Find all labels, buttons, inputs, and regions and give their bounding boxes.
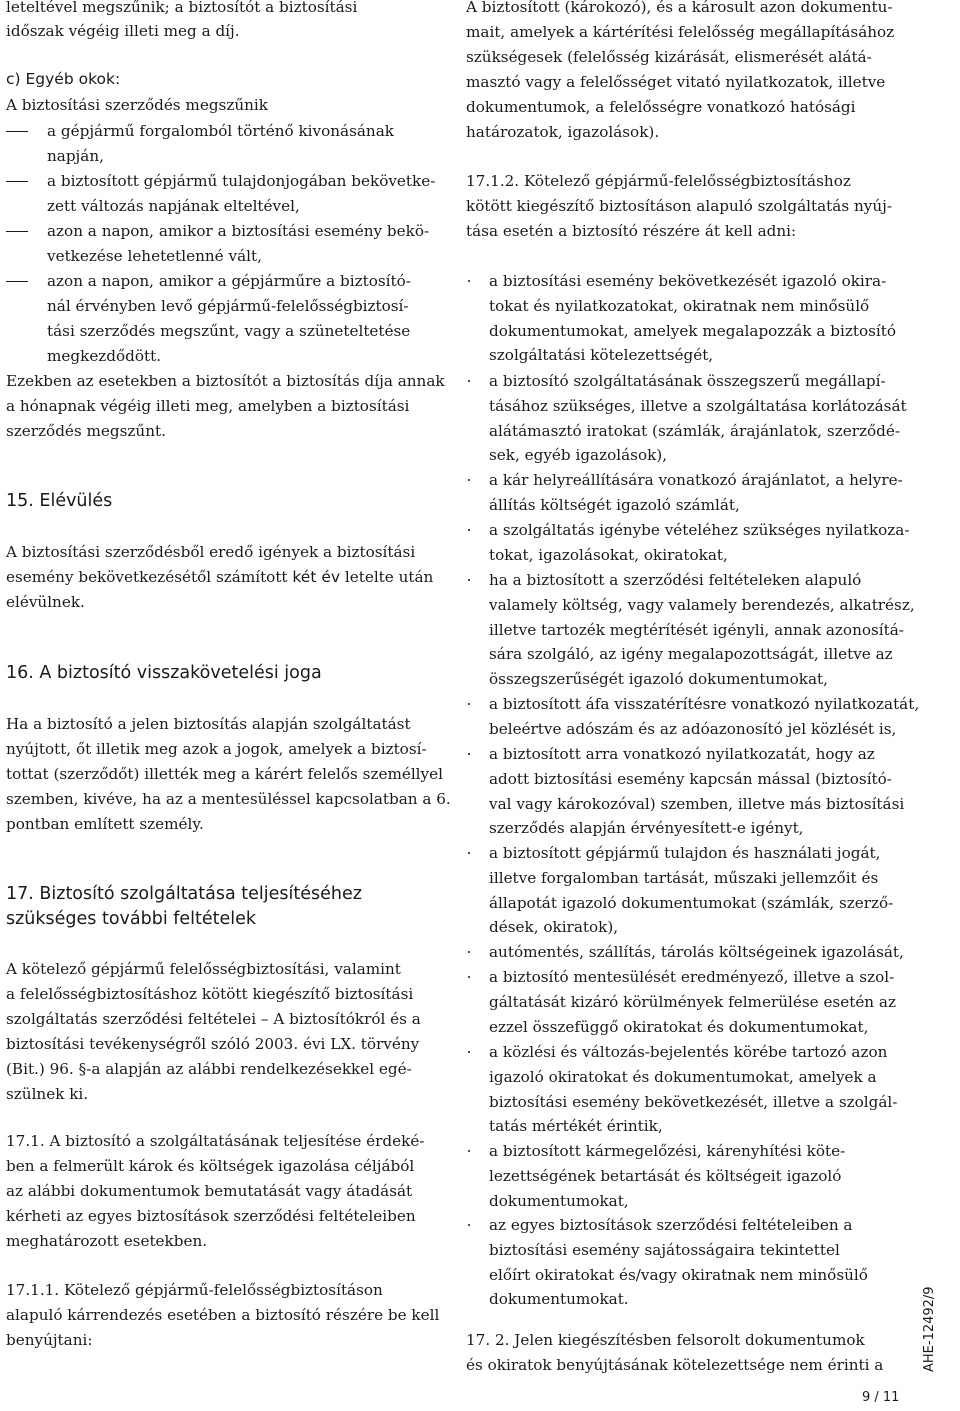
document-code: AHE-12492/9	[922, 1286, 937, 1372]
dash-marker	[6, 281, 28, 282]
bullet-dot	[468, 1224, 470, 1226]
bullet-item-cont: összegszerűségét igazoló dokumentumokat,	[489, 670, 828, 689]
bullet-item: ha a biztosított a szerződési feltételeken alapuló	[466, 570, 861, 590]
paragraph-line: kötött kiegészítő biztosításon alapuló szolgáltatás nyúj-	[466, 197, 892, 215]
bullet-item-cont: tásához szükséges, illetve a szolgáltatása korlátozását	[489, 396, 907, 415]
paragraph-line: szemben, kivéve, ha az a mentesüléssel kapcsolatban a 6.	[6, 790, 451, 808]
bullet-item-cont: dokumentumokat, amelyek megalapozzák a biztosító	[489, 321, 897, 340]
section-15-title: 15. Elévülés	[6, 491, 113, 511]
bullet-dot	[468, 753, 470, 755]
bullet-item: a biztosított gépjármű tulajdon és használati jogát,	[466, 843, 880, 863]
paragraph-line: dokumentumok, a felelősségre vonatkozó hatósági	[466, 98, 856, 116]
section-16-title: 16. A biztosító visszakövetelési joga	[6, 663, 322, 683]
bullet-item-cont: tatás mértékét érintik,	[489, 1117, 663, 1136]
page-number: 9 / 11	[862, 1390, 900, 1405]
bullet-item-cont: dokumentumokat,	[489, 1191, 629, 1210]
bullet-item-cont: dokumentumokat.	[489, 1290, 629, 1309]
paragraph-line: az alábbi dokumentumok bemutatását vagy átadását	[6, 1182, 413, 1200]
bullet-item-cont: lezettségének betartását és költségeit igazoló	[489, 1166, 842, 1185]
bullet-item-cont: illetve forgalomban tartását, műszaki jellemzőit és	[489, 868, 879, 887]
bullet-dot	[468, 280, 470, 282]
paragraph-line: 17. 2. Jelen kiegészítésben felsorolt dokumentumok	[466, 1331, 865, 1349]
bullet-item-cont: tokat, igazolásokat, okiratokat,	[489, 545, 728, 564]
paragraph-line: Ha a biztosító a jelen biztosítás alapján szolgáltatást	[6, 715, 411, 733]
bullet-item: a kár helyreállítására vonatkozó árajánlatot, a helyre-	[466, 470, 903, 490]
dash-item: azon a napon, amikor a gépjárműre a biztosító-	[6, 271, 411, 291]
paragraph-line: 17.1. A biztosító a szolgáltatásának teljesítése érdeké-	[6, 1132, 425, 1150]
bullet-item: a biztosított kármegelőzési, kárenyhítési köte-	[466, 1141, 845, 1161]
bullet-item-cont: alátámasztó iratokat (számlák, árajánlatok, szerződé-	[489, 421, 900, 440]
bullet-item-cont: adott biztosítási esemény kapcsán mással (biztosító-	[489, 769, 892, 788]
paragraph-line: kérheti az egyes biztosítások szerződési feltételeiben	[6, 1207, 416, 1225]
paragraph-line: 17.1.2. Kötelező gépjármű-felelősségbiztosításhoz	[466, 172, 851, 190]
bullet-dot	[468, 479, 470, 481]
paragraph-line: tása esetén a biztosító részére át kell adni:	[466, 222, 797, 240]
paragraph-line: és okiratok benyújtásának kötelezettsége nem érinti a	[466, 1356, 884, 1374]
paragraph-line: a hónapnak végéig illeti meg, amelyben a biztosítási	[6, 397, 410, 415]
paragraph-line: (Bit.) 96. §-a alapján az alábbi rendelkezésekkel egé-	[6, 1060, 412, 1078]
paragraph-line: 17.1.1. Kötelező gépjármű-felelősségbiztosításon	[6, 1281, 383, 1299]
highlight-duration: két év	[292, 568, 341, 586]
bullet-item-cont: illetve tartozék megtérítését igényli, annak azonosítá-	[489, 620, 904, 639]
bullet-dot	[468, 1150, 470, 1152]
bullet-dot	[468, 380, 470, 382]
paragraph-line: meghatározott esetekben.	[6, 1232, 208, 1250]
bullet-dot	[468, 529, 470, 531]
bullet-item-cont: szolgáltatási kötelezettségét,	[489, 346, 714, 365]
bullet-dot	[468, 852, 470, 854]
dash-item-cont: zett változás napjának elteltével,	[47, 197, 300, 215]
bullet-item: a szolgáltatás igénybe vételéhez szükséges nyilatkoza-	[466, 520, 909, 540]
paragraph-line: határozatok, igazolások).	[466, 123, 660, 141]
bullet-item-cont: szerződés alapján érvényesített-e igényt,	[489, 819, 804, 838]
paragraph-line: Ezekben az esetekben a biztosítót a biztosítás díja annak	[6, 372, 445, 390]
bullet-item: az egyes biztosítások szerződési feltételeiben a	[466, 1215, 853, 1235]
paragraph-line: pontban említett személy.	[6, 815, 204, 833]
dash-item: a gépjármű forgalomból történő kivonásának	[6, 121, 394, 141]
bullet-item-cont: val vagy károkozóval) szemben, illetve más biztosítási	[489, 794, 905, 813]
dash-item-cont: tási szerződés megszűnt, vagy a szüneteltetése	[47, 322, 411, 340]
section-17-title: szükséges további feltételek	[6, 909, 257, 929]
paragraph-line: szolgáltatás szerződési feltételei – A biztosítókról és a	[6, 1010, 421, 1028]
bullet-item: a közlési és változás-bejelentés körébe tartozó azon	[466, 1042, 887, 1062]
paragraph-line: biztosítási tevékenységről szóló 2003. évi LX. törvény	[6, 1035, 420, 1053]
bullet-item-cont: biztosítási esemény bekövetkezését, illetve a szolgál-	[489, 1092, 898, 1111]
dash-item: a biztosított gépjármű tulajdonjogában bekövetke-	[6, 171, 435, 191]
bullet-item-cont: állítás költségét igazoló számlát,	[489, 495, 740, 514]
bullet-item-cont: valamely költség, vagy valamely berendezés, alkatrész,	[489, 595, 915, 614]
dash-item-cont: vetkezése lehetetlenné vált,	[47, 247, 262, 265]
paragraph-line: nyújtott, őt illetik meg azok a jogok, amelyek a biztosí-	[6, 740, 427, 758]
c-heading: c) Egyéb okok:	[6, 70, 121, 88]
paragraph-line: A kötelező gépjármű felelősségbiztosítási, valamint	[6, 960, 401, 978]
bullet-dot	[468, 1051, 470, 1053]
bullet-item-cont: igazoló okiratokat és dokumentumokat, amelyek a	[489, 1067, 877, 1086]
bullet-item-cont: biztosítási esemény sajátosságaira tekintettel	[489, 1240, 840, 1259]
paragraph-line: szülnek ki.	[6, 1085, 89, 1103]
section-17-title: 17. Biztosító szolgáltatása teljesítéséhez	[6, 884, 362, 904]
bullet-dot	[468, 976, 470, 978]
bullet-item: a biztosított arra vonatkozó nyilatkozatát, hogy az	[466, 744, 875, 764]
bullet-item: a biztosított áfa visszatérítésre vonatkozó nyilatkozatát,	[466, 694, 919, 714]
bullet-item: a biztosító szolgáltatásának összegszerű megállapí-	[466, 371, 886, 391]
bullet-dot	[468, 703, 470, 705]
paragraph-line: esemény bekövetkezésétől számított két év letelte után	[6, 568, 434, 586]
dash-marker	[6, 131, 28, 132]
bullet-item: a biztosító mentesülését eredményező, illetve a szol-	[466, 967, 894, 987]
bullet-item-cont: sára szolgáló, az igény megalapozottságát, illetve az	[489, 645, 893, 664]
paragraph-line: ben a felmerült károk és költségek igazolása céljából	[6, 1157, 415, 1175]
bullet-item-cont: állapotát igazoló dokumentumokat (számlák, szerző-	[489, 893, 894, 912]
paragraph-line: A biztosítási szerződésből eredő igények a biztosítási	[6, 543, 416, 561]
c-intro: A biztosítási szerződés megszűnik	[6, 96, 268, 114]
bullet-item-cont: tokat és nyilatkozatokat, okiratnak nem minősülő	[489, 296, 870, 315]
paragraph-line: tottat (szerződőt) illették meg a kárért felelős személlyel	[6, 765, 443, 783]
bullet-item-cont: dések, okiratok),	[489, 918, 619, 937]
paragraph-line: mait, amelyek a kártérítési felelősség megállapításához	[466, 23, 895, 41]
bullet-item-cont: előírt okiratokat és/vagy okiratnak nem minősülő	[489, 1265, 868, 1284]
dash-marker	[6, 181, 28, 182]
paragraph-line: elévülnek.	[6, 593, 85, 611]
intro-line: időszak végéig illeti meg a díj.	[6, 22, 240, 40]
dash-item: azon a napon, amikor a biztosítási esemény bekö-	[6, 221, 429, 241]
dash-item-cont: napján,	[47, 147, 104, 165]
paragraph-line: benyújtani:	[6, 1331, 93, 1349]
paragraph-line: szükségesek (felelősség kizárását, elismerését alátá-	[466, 48, 872, 66]
bullet-dot	[468, 579, 470, 581]
dash-marker	[6, 231, 28, 232]
paragraph-line: A biztosított (károkozó), és a károsult azon dokumentu-	[466, 0, 893, 16]
paragraph-line: alapuló kárrendezés esetében a biztosító részére be kell	[6, 1306, 440, 1324]
bullet-item-cont: sek, egyéb igazolások),	[489, 446, 668, 465]
dash-item-cont: nál érvényben levő gépjármű-felelősségbiztosí-	[47, 297, 409, 315]
bullet-item-cont: gáltatását kizáró körülmények felmerülése esetén az	[489, 992, 896, 1011]
paragraph-line: masztó vagy a felelősséget vitató nyilatkozatok, illetve	[466, 73, 886, 91]
paragraph-line: a felelősségbiztosításhoz kötött kiegészítő biztosítási	[6, 985, 414, 1003]
bullet-dot	[468, 951, 470, 953]
paragraph-line: szerződés megszűnt.	[6, 422, 166, 440]
bullet-item: a biztosítási esemény bekövetkezését igazoló okira-	[466, 271, 886, 291]
bullet-item-cont: ezzel összefüggő okiratokat és dokumentumokat,	[489, 1017, 869, 1036]
bullet-item-cont: beleértve adószám és az adóazonosító jel közlését is,	[489, 719, 897, 738]
bullet-item: autómentés, szállítás, tárolás költségeinek igazolását,	[466, 942, 904, 962]
intro-line: leteltével megszűnik; a biztosítót a biztosítási	[6, 0, 358, 16]
dash-item-cont: megkezdődött.	[47, 347, 162, 365]
